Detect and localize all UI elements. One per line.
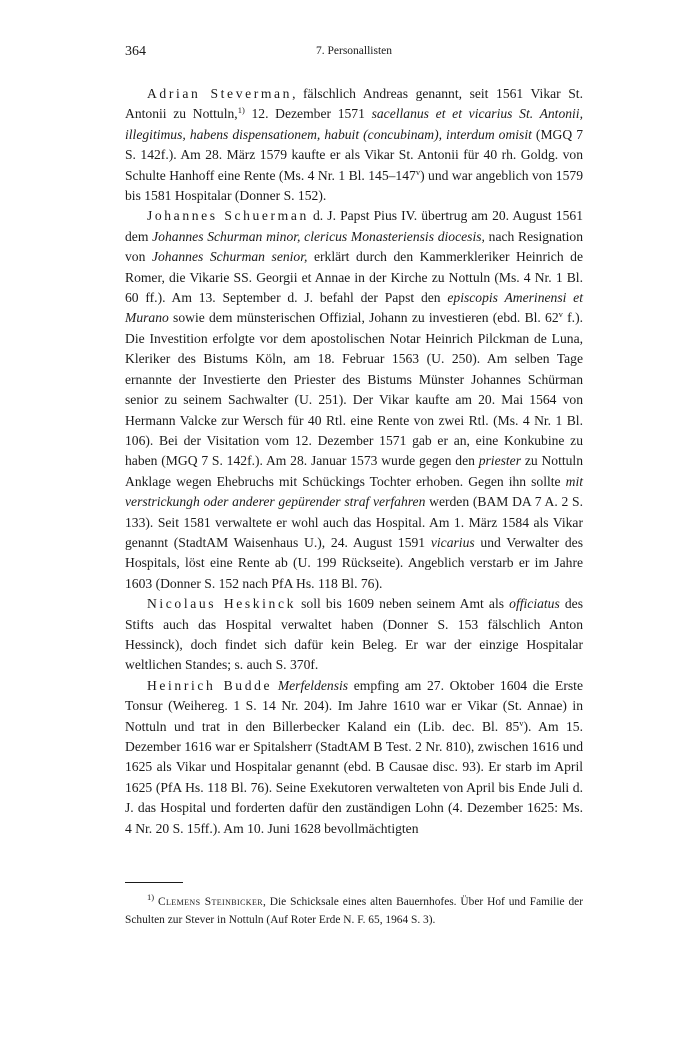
text-segment: empfing am 27. Oktober 1604 die Erste Tonsur (Weihereg. 1 S. 14 Nr. 204). Im Jahre 1610 war er Vikar (St. Annae) in Nottuln und trat in den Billerbecker Kaland ein (Lib. dec. Bl. 85 [125,677,583,734]
text-segment: ) und war angeblich von 1579 bis 1581 Hospitalar (Donner S. 152). [125,167,583,204]
footnote-rule [125,882,183,883]
entry-name: Adrian Steverman [147,86,293,101]
italic-text: officiatus [509,596,560,612]
italic-text: vicarius [430,534,475,550]
italic-text: Merfeldensis [277,677,349,693]
running-title: 7. Personallisten [315,45,393,57]
italic-text: Johannes Schurman senior, [151,249,308,265]
footnote-author: Clemens Steinbicker [158,896,264,908]
entry-paragraph [125,84,583,206]
superscript: 1) [237,105,245,116]
text-segment: des Stifts auch das Hospital verwaltet haben (Donner S. 153 fälschlich Anton Hessinck), doch findet sich dafür kein Beleg. Er war der einzige Hospitalar weltlichen Standes; s. auch S. 370f. [125,596,584,673]
italic-text: Johannes Schurman minor, clericus Monasteriensis diocesis, [152,228,485,244]
entry-name: Johannes Schuerman [147,208,309,224]
text-segment: sowie dem münsterischen Offizial, Johann zu investieren (ebd. Bl. 62 [168,310,559,326]
superscript: v [558,309,563,320]
entry-paragraph [125,594,583,676]
entry-name: Nicolaus Heskinck [147,596,296,612]
text-segment: zu Nottuln Anklage wegen Ehebruchs mit Schückings Tochter erhoben. Gegen ihn sollte [125,453,583,489]
body-text [125,84,583,839]
footnote-text: , Die Schicksale eines alten Bauernhofes. Über Hof und Familie der Schulten zur Stever in Nottuln (Auf Roter Erde N. F. 65, 1964 S. 3). [125,896,583,926]
italic-text: mit verstrickungh oder anderer gepürender straf verfahren [125,473,583,510]
running-head [125,44,583,66]
entry-paragraph [125,676,583,839]
text-segment: 12. Dezember 1571 [244,106,372,122]
entry-paragraph [125,206,583,594]
italic-text: episcopis Amerinensi et Murano [125,290,583,326]
text-segment: soll bis 1609 neben seinem Amt als [296,596,510,612]
text-segment: , fälschlich Andreas genannt, seit 1561 Vikar St. Antonii zu Nottuln, [125,86,583,122]
entry-name: Heinrich Budde [147,677,273,693]
text-segment: und Verwalter des Hospitals, löst eine Rente ab (U. 199 Rückseite). Angeblich verstarb er im Jahre 1603 (Donner S. 152 nach PfA Hs. 118 Bl. 76). [125,534,584,591]
text-segment: ). Am 15. Dezember 1616 war er Spitalsherr (StadtAM B Test. 2 Nr. 810), zwischen 1616 und 1625 als Vikar und Hospitalar genannt (ebd. B Causae disc. 93). Er starb im April 1625 (PfA Hs. 118 Bl. 76). Seine Exekutoren verwalteten von April bis Ende Juli d. J. das Hospital und forderten dafür den zuständigen Lohn (4. Dezember 1625: Ms. 4 Nr. 20 S. 15ff.). Am 10. Juni 1628 bevollmächtigten [125,718,583,836]
page [125,44,583,839]
italic-text: priester [478,453,522,469]
text-segment: nach Resignation von [125,228,584,265]
italic-text: sacellanus et et vicarius St. Antonii, illegitimus, habens dispensationem, habuit (concubinam), interdum omisit [125,106,583,142]
text-segment: f.). Die Investition erfolgte vor dem apostolischen Notar Heinrich Pilckman de Luna, Kleriker des Bistums Köln, am 18. Februar 1563 (U. 250). Am selben Tage ernannte der Investierte den Priester des Bistums Münster Johannes Schürman senior zu seinem Sachwalter (U. 251). Der Vikar kaufte am 20. Mai 1564 von Hermann Valcke zur Wersch für 40 Rtl. eine Rente von zwei Rtl. (Ms. 4 Nr. 1 Bl. 106). Bei der Visitation vom 12. Dezember 1571 gab er an, eine Konkubine zu haben (MGQ 7 S. 142f.). Am 28. Januar 1573 wurde gegen den [125,310,583,469]
text-segment: (MGQ 7 S. 142f.). Am 28. März 1579 kaufte er als Vikar St. Antonii für 40 rh. Goldg. von Schulte Hanhoff eine Rente (Ms. 4 Nr. 1 Bl. 145–147 [125,126,584,183]
footnote-marker: 1) [147,892,155,902]
page-number: 364 [125,44,146,59]
superscript: v [519,717,524,728]
text-segment: d. J. Papst Pius IV. übertrug am 20. August 1561 dem [125,208,583,244]
superscript: v [415,166,421,177]
text-segment: erklärt durch den Kammerkleriker Heinrich de Romer, die Vikarie SS. Georgii et Annae in der Kirche zu Nottuln (Ms. 4 Nr. 1 Bl. 60 ff.). Am 13. September d. J. befahl der Papst den [125,249,583,306]
footnote [125,893,583,929]
text-segment: werden (BAM DA 7 A. 2 S. 133). Seit 1581 verwaltete er wohl auch das Hospital. Am 1. März 1584 als Vikar genannt (StadtAM Waisenhaus U.), 24. August 1591 [125,494,584,550]
